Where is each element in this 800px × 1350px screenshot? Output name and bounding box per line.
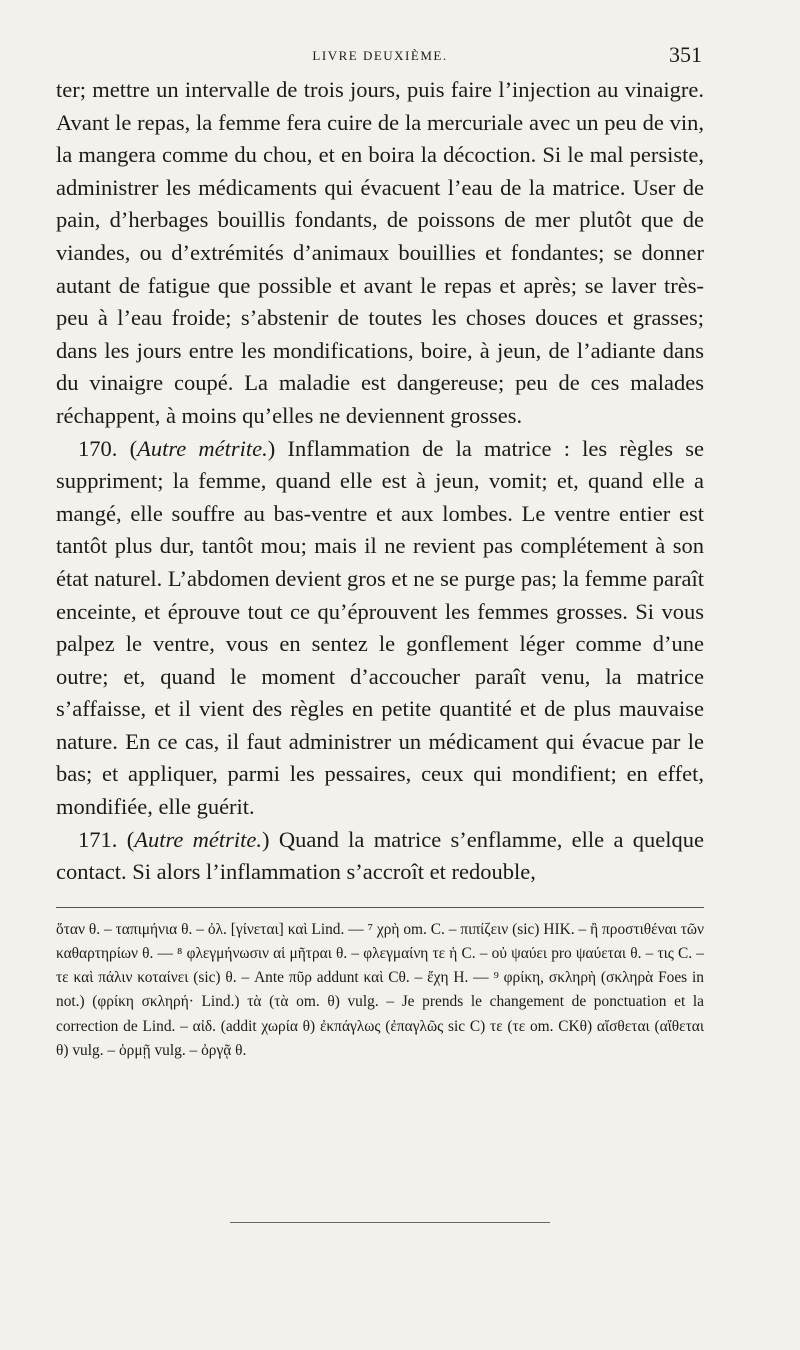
book-page <box>56 40 704 1063</box>
page-number: 351 <box>669 42 702 67</box>
footnotes: ὅταν θ. – ταπιμήνια θ. – ὀλ. [γίνεται] καὶ Lind. — ⁷ χρὴ om. C. – πιπίζειν (sic) HIK. – ἢ προστιθέναι τῶν καθαρτηρίων θ. — ⁸ φλεγμήνωσιν αἱ μῆτραι θ. – φλεγμαίνη τε ἡ C. – οὐ ψαύει pro ψαύεται θ. – τις C. – τε καὶ πάλιν κοταίνει (sic) θ. – Ante πῦρ addunt καὶ Cθ. – ἔχη H. — ⁹ φρίκη, σκληρὴ (σκληρὰ Foes in not.) (φρίκη σκληρή· Lind.) τὰ (τὰ om. θ) vulg. – Je prends le changement de ponctuation et la correction de Lind. – αἰδ. (addit χωρία θ) ἐκπάγλως (ἐπαγλῶς sic C) τε (τε om. CKθ) αἴσθεται (αἴθεται θ) vulg. – ὁρμῇ vulg. – ὀργᾷ θ. <box>56 920 704 1059</box>
section-title: Autre métrite. <box>137 435 268 461</box>
section-title: Autre métrite. <box>134 826 263 852</box>
section-text: Quand la matrice s’enflamme, elle a quelque contact. Si alors l’inflammation s’accroît et redouble, <box>56 826 705 885</box>
section-number: 170. <box>78 435 118 461</box>
bottom-rule <box>230 1222 550 1223</box>
main-text <box>56 74 704 889</box>
page-header <box>56 40 704 74</box>
running-head: LIVRE DEUXIÈME. <box>312 48 448 63</box>
section-text: Inflammation de la matrice : les règles se suppriment; la femme, quand elle est à jeun, vomit; et, quand elle a mangé, elle souffre au bas-ventre et aux lombes. Le ventre entier est tantôt plus dur, tantôt mou; mais il ne revient pas complétement à son état naturel. L’abdomen devient gros et ne se purge pas; la femme paraît enceinte, et éprouve tout ce qu’éprouvent les femmes grosses. Si vous palpez le ventre, vous en sentez le gonflement léger comme d’une outre; et, quand le moment d’accoucher paraît venu, la matrice s’affaisse, et il vient des règles en petite quantité et de plus mauvaise nature. En ce cas, il faut administrer un médicament qui évacue par le bas; et appliquer, parmi les pessaires, ceux qui mondifient; en effet, mondifiée, elle guérit. <box>56 435 705 820</box>
footnote-divider <box>56 907 704 908</box>
paragraph-171: 171. (Autre métrite.) Quand la matrice s’enflamme, elle a quelque contact. Si alors l’inflammation s’accroît et redouble, <box>56 826 705 885</box>
paragraph-continuation: ter; mettre un intervalle de trois jours, puis faire l’injection au vinaigre. Avant le repas, la femme fera cuire de la mercuriale avec un peu de vin, la mangera comme du chou, et en boira la décoction. Si le mal persiste, administrer les médicaments qui évacuent l’eau de la matrice. User de pain, d’herbages bouillis fondants, de poissons de mer plutôt que de viandes, ou d’extrémités d’animaux bouillies et fondantes; se donner autant de fatigue que possible et avant le repas et après; se laver très-peu à l’eau froide; s’abstenir de toutes les choses douces et grasses; dans les jours entre les mondifications, boire, à jeun, de l’adiante dans du vinaigre coupé. La maladie est dangereuse; peu de ces malades réchappent, à moins qu’elles ne deviennent grosses. <box>56 77 704 428</box>
paragraph-170: 170. (Autre métrite.) Inflammation de la matrice : les règles se suppriment; la femme, quand elle est à jeun, vomit; et, quand elle a mangé, elle souffre au bas-ventre et aux lombes. Le ventre entier est tantôt plus dur, tantôt mou; mais il ne revient pas complétement à son état naturel. L’abdomen devient gros et ne se purge pas; la femme paraît enceinte, et éprouve tout ce qu’éprouvent les femmes grosses. Si vous palpez le ventre, vous en sentez le gonflement léger comme d’une outre; et, quand le moment d’accoucher paraît venu, la matrice s’affaisse, et il vient des règles en petite quantité et de plus mauvaise nature. En ce cas, il faut administrer un médicament qui évacue par le bas; et appliquer, parmi les pessaires, ceux qui mondifient; en effet, mondifiée, elle guérit. <box>56 435 705 820</box>
section-number: 171. <box>78 826 118 852</box>
